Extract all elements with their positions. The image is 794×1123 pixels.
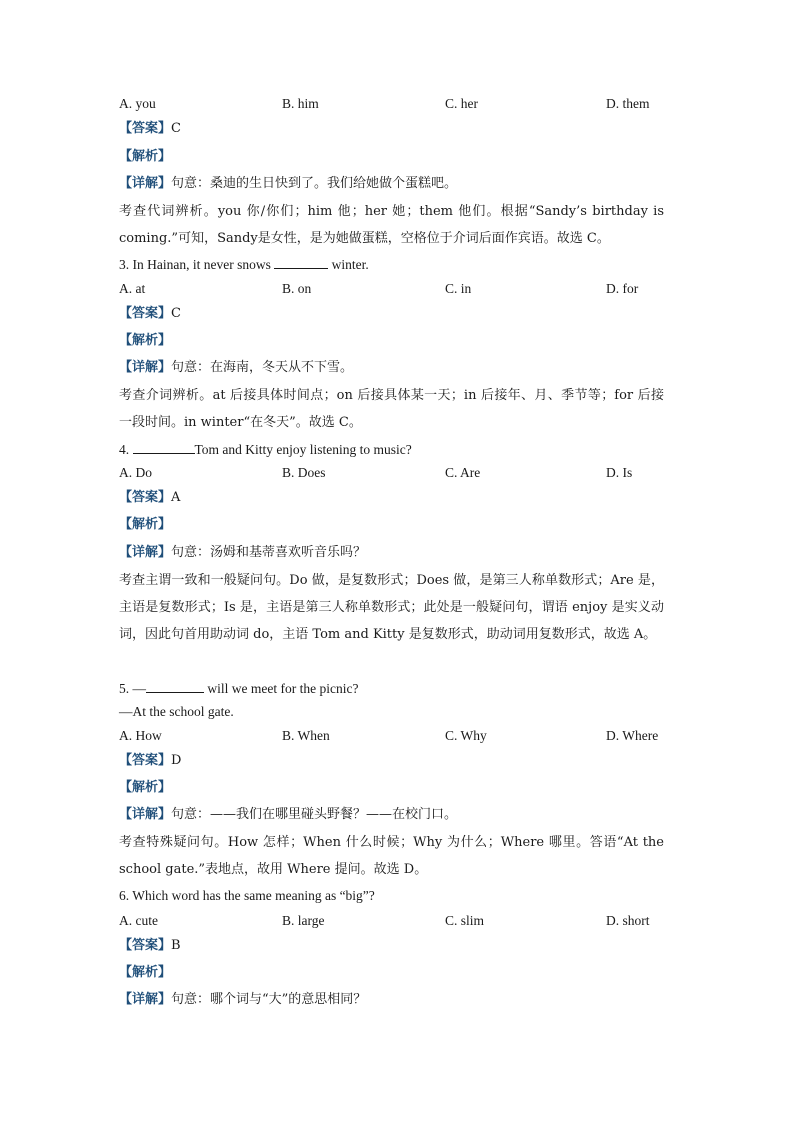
answer-tag: 【答案】 — [119, 306, 172, 321]
q3-explanation: 考查介词辨析。at 后接具体时间点；on 后接具体某一天；in 后接年、月、季节等；for 后接一段时间。in winter“在冬天”。故选 C。 — [119, 388, 664, 430]
option-b: B. on — [282, 281, 312, 296]
option-a: A. cute — [119, 913, 158, 928]
answer-value: B — [171, 938, 181, 953]
detail-text: 句意：哪个词与“大”的意思相同？ — [171, 992, 367, 1007]
stem-text: winter. — [331, 257, 369, 272]
option-c: C. Are — [445, 465, 481, 480]
option-a: A. How — [119, 728, 162, 743]
q4-analysis-heading — [119, 517, 171, 533]
q2-answer — [119, 121, 181, 137]
option-c: C. her — [445, 96, 478, 111]
q5-explanation: 考查特殊疑问句。How 怎样；When 什么时候；Why 为什么；Where 哪里。答语“At the school gate.”表地点，故用 Where 提问。故选 D。 — [119, 835, 664, 877]
option-d: D. Is — [606, 465, 633, 480]
q5-reply: —At the school gate. — [119, 704, 234, 719]
q3-detail — [119, 360, 353, 376]
q4-stem — [119, 441, 412, 458]
analysis-tag: 【解析】 — [119, 333, 172, 348]
option-d: D. Where — [606, 728, 659, 743]
option-d: D. short — [606, 913, 650, 928]
detail-tag: 【详解】 — [119, 360, 172, 375]
q4-answer — [119, 490, 180, 506]
detail-tag: 【详解】 — [119, 176, 172, 191]
answer-value: C — [171, 306, 181, 321]
q2-analysis-heading — [119, 149, 171, 165]
detail-tag: 【详解】 — [119, 807, 172, 822]
analysis-tag: 【解析】 — [119, 780, 172, 795]
detail-text: 句意：——我们在哪里碰头野餐？——在校门口。 — [171, 807, 458, 822]
detail-text: 句意：汤姆和基蒂喜欢听音乐吗？ — [171, 545, 367, 560]
stem-text: 5. — — [119, 681, 146, 696]
detail-tag: 【详解】 — [119, 992, 172, 1007]
answer-tag: 【答案】 — [119, 490, 172, 505]
q5-detail — [119, 807, 457, 823]
stem-text: 4. — [119, 442, 130, 457]
q4-detail — [119, 545, 366, 561]
q6-stem: 6. Which word has the same meaning as “big”? — [119, 888, 375, 903]
option-b: B. large — [282, 913, 325, 928]
option-a: A. you — [119, 96, 156, 111]
stem-text: will we meet for the picnic? — [207, 681, 359, 696]
q2-detail — [119, 176, 457, 192]
q5-answer — [119, 753, 181, 769]
detail-tag: 【详解】 — [119, 545, 172, 560]
answer-blank — [274, 256, 328, 269]
option-a: A. Do — [119, 465, 152, 480]
answer-blank — [133, 441, 195, 454]
detail-text: 句意：桑迪的生日快到了。我们给她做个蛋糕吧。 — [171, 176, 458, 191]
q6-analysis-heading — [119, 965, 171, 981]
option-d: D. them — [606, 96, 650, 111]
answer-value: A — [171, 490, 181, 505]
option-c: C. in — [445, 281, 472, 296]
answer-tag: 【答案】 — [119, 121, 172, 136]
answer-tag: 【答案】 — [119, 938, 172, 953]
answer-value: C — [171, 121, 181, 136]
q6-answer — [119, 938, 181, 954]
stem-text: Tom and Kitty enjoy listening to music? — [194, 442, 412, 457]
option-d: D. for — [606, 281, 639, 296]
q6-detail — [119, 992, 366, 1008]
option-b: B. Does — [282, 465, 326, 480]
q5-analysis-heading — [119, 780, 171, 796]
q5-stem — [119, 680, 358, 697]
answer-tag: 【答案】 — [119, 753, 172, 768]
stem-text: 3. In Hainan, it never snows — [119, 257, 271, 272]
analysis-tag: 【解析】 — [119, 149, 172, 164]
q2-explanation: 考查代词辨析。you 你/你们；him 他；her 她；them 他们。根据“Sandy’s birthday is coming.”可知，Sandy是女性，是为她做蛋糕，空格位于介词后面作宾语。故选 C。 — [119, 204, 664, 246]
option-b: B. When — [282, 728, 330, 743]
option-b: B. him — [282, 96, 319, 111]
q3-analysis-heading — [119, 333, 171, 349]
option-a: A. at — [119, 281, 146, 296]
detail-text: 句意：在海南，冬天从不下雪。 — [171, 360, 354, 375]
answer-blank — [146, 680, 204, 693]
q3-stem — [119, 256, 369, 273]
q3-answer — [119, 306, 181, 322]
option-c: C. slim — [445, 913, 485, 928]
answer-value: D — [171, 753, 182, 768]
q4-explanation: 考查主谓一致和一般疑问句。Do 做，是复数形式；Does 做，是第三人称单数形式；Are 是，主语是复数形式；Is 是，主语是第三人称单数形式；此处是一般疑问句，谓语 enjoy 是实义动词，因此句首用助动词 do，主语 Tom and Kitty 是复数形式，助动词用复数形式，故选 A。 — [119, 573, 664, 642]
analysis-tag: 【解析】 — [119, 965, 172, 980]
option-c: C. Why — [445, 728, 487, 743]
analysis-tag: 【解析】 — [119, 517, 172, 532]
